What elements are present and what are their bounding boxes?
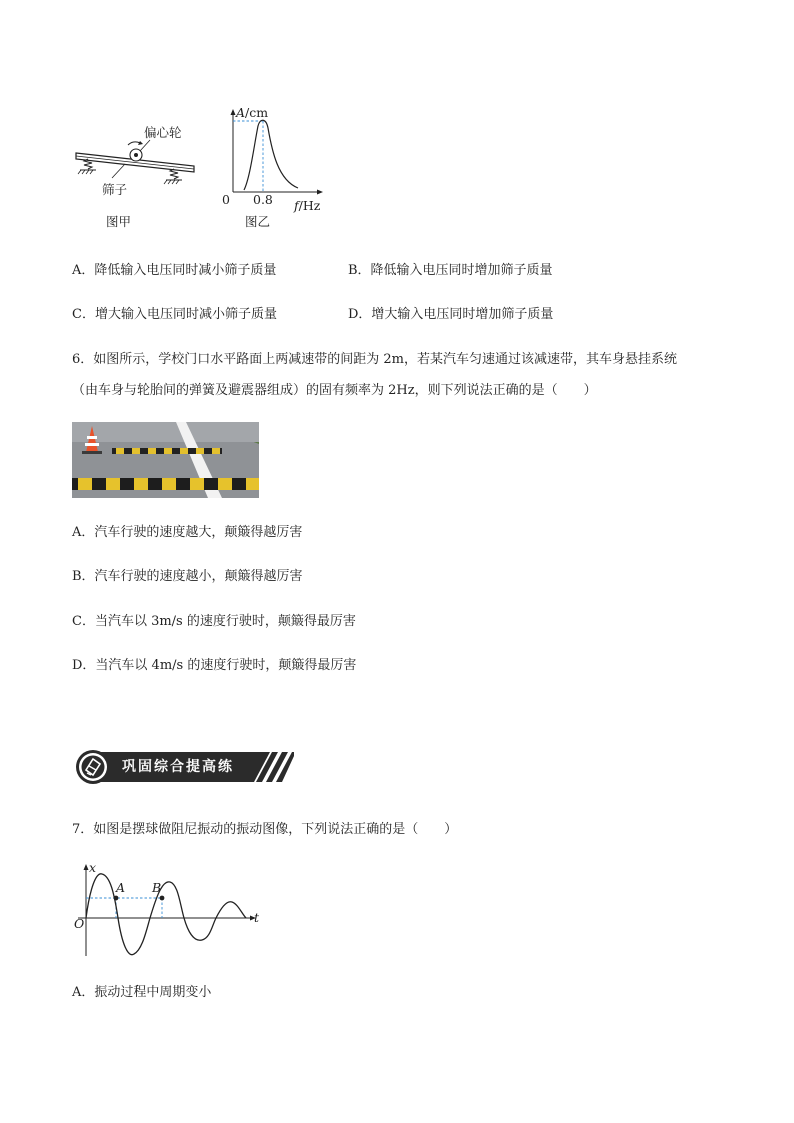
- q6-option-b: B．汽车行驶的速度越小，颠簸得越厉害: [72, 569, 303, 584]
- right-spring-icon: [164, 169, 182, 184]
- figure-jia-caption: 图甲: [106, 214, 132, 229]
- q5-option-a: A．降低输入电压同时减小筛子质量: [72, 263, 277, 278]
- near-speed-bump: [72, 478, 259, 490]
- q5-option-d: D．增大输入电压同时增加筛子质量: [348, 307, 554, 322]
- q5-option-c: C．增大输入电压同时减小筛子质量: [72, 307, 277, 322]
- graph-x-label: t: [254, 910, 260, 925]
- graph-point-b-label: B: [152, 880, 162, 895]
- figure-yi-caption: 图乙: [245, 214, 271, 229]
- figure-jia: [70, 120, 210, 230]
- resonance-curve: [244, 120, 298, 190]
- damped-oscillation-graph: [70, 858, 266, 958]
- q5-option-b: B．降低输入电压同时增加筛子质量: [348, 263, 553, 278]
- q7-option-a: A．振动过程中周期变小: [72, 985, 212, 1000]
- q6-stem-line1: 6．如图所示，学校门口水平路面上两减速带的间距为 2m，若某汽车匀速通过该减速带，其车身悬挂系统: [72, 352, 678, 367]
- sieve-label: 筛子: [102, 182, 128, 197]
- far-speed-bump: [112, 448, 222, 454]
- section-banner: [74, 748, 294, 786]
- q6-stem-line2: （由车身与轮胎间的弹簧及避震器组成）的固有频率为 2Hz，则下列说法正确的是（ ）: [72, 383, 597, 398]
- tick-label-0.8: 0.8: [253, 192, 273, 207]
- q6-option-d: D．当汽车以 4m/s 的速度行驶时，颠簸得最厉害: [72, 658, 357, 673]
- damped-oscillation-curve: [86, 874, 246, 955]
- q6-option-c: C．当汽车以 3m/s 的速度行驶时，颠簸得最厉害: [72, 614, 356, 629]
- graph-origin-label: O: [74, 916, 85, 931]
- speed-bump-photo: [72, 422, 259, 498]
- y-axis-label: A/cm: [236, 105, 269, 120]
- graph-y-label: x: [89, 860, 97, 875]
- section-title: 巩固综合提高练: [122, 759, 234, 775]
- eccentric-wheel-icon: [128, 141, 143, 161]
- eccentric-wheel-label: 偏心轮: [144, 125, 182, 140]
- graph-point-a-label: A: [116, 880, 126, 895]
- q7-stem: 7．如图是摆球做阻尼振动的振动图像，下列说法正确的是（ ）: [72, 822, 458, 837]
- x-axis-label: f/Hz: [294, 198, 321, 213]
- q6-option-a: A．汽车行驶的速度越大，颠簸得越厉害: [72, 525, 303, 540]
- origin-label: 0: [222, 192, 230, 207]
